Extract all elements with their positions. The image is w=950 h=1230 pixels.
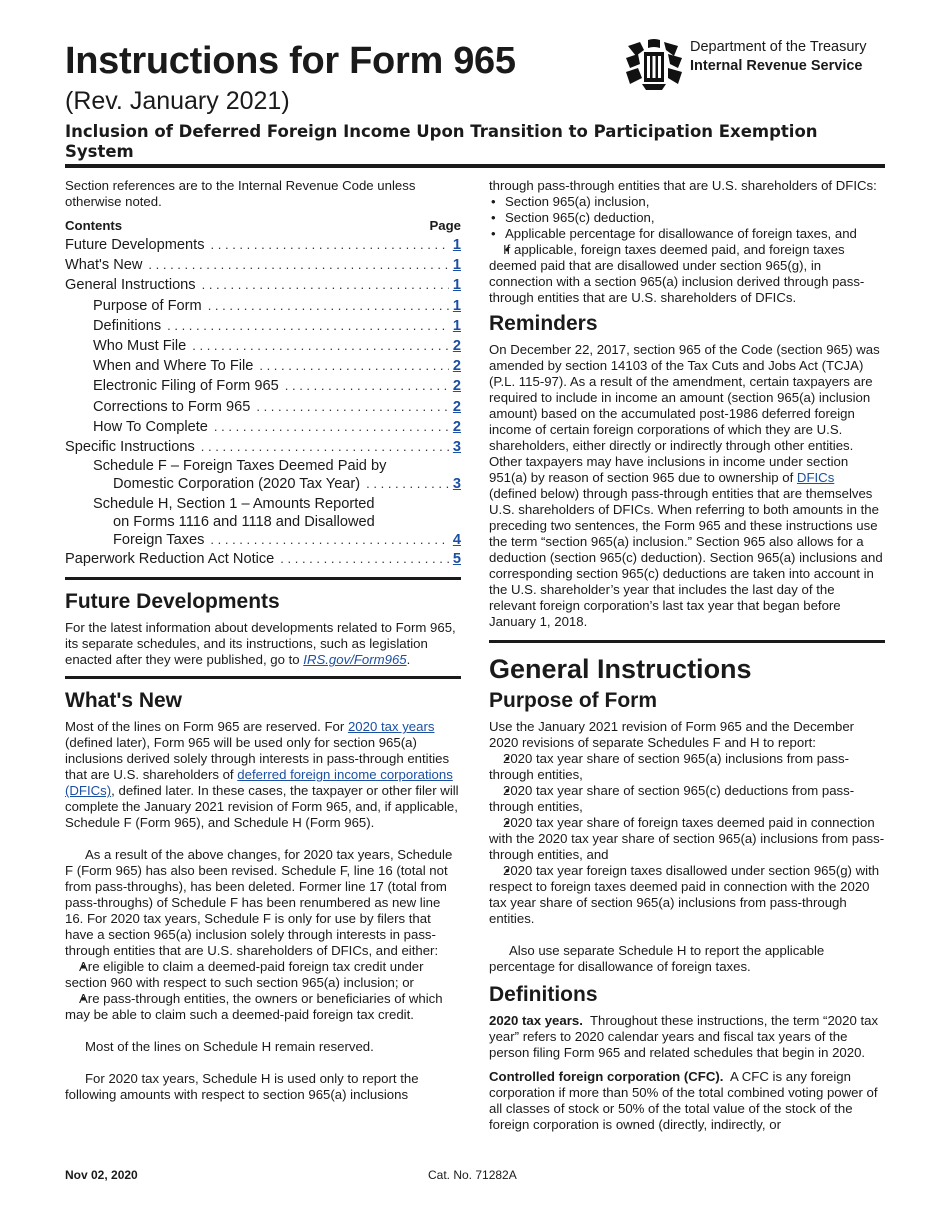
toc-item-label: Definitions [93,317,162,334]
intro-text: Section references are to the Internal Revenue Code unless otherwise noted. [65,178,416,209]
toc-item-label: Paperwork Reduction Act Notice [65,551,275,568]
list-item: • 2020 tax year foreign taxes disallowed under section 965(g) with respect to foreign taxes deemed paid in connection with the 2020 tax year share of section 965(a) inclusions from pass-through entities. [489,863,885,927]
toc-item-label: Schedule H, Section 1 – Amounts Reported [93,496,375,513]
toc-heading: Contents [65,218,123,233]
toc-item-label: Purpose of Form [93,297,202,314]
future-developments-text: For the latest information about developments related to Form 965, its separate schedules, and its instructions, such as legislation enacted after they were published, go to IRS.gov/Form965. [65,620,456,668]
definition-2020-tax-years: 2020 tax years. Throughout these instructions, the term “2020 tax year” refers to 2020 calendar years and fiscal tax years of the person filing Form 965 and related schedules that begin in 2020. [489,1013,879,1060]
purpose-intro: Use the January 2021 revision of Form 965 and the December 2020 revisions of separate Schedules F and H to report: [489,719,855,750]
toc-page-link[interactable]: 3 [452,476,461,493]
toc-item-label-cont: Domestic Corporation (2020 Tax Year) [113,476,361,493]
toc-item-label: Future Developments [65,237,205,253]
whats-new-p3: Most of the lines on Schedule H remain reserved. [85,1039,374,1055]
dfic-link[interactable]: deferred foreign income corporations (DFICs) [65,767,453,799]
toc-page-link[interactable]: 3 [452,439,461,456]
list-item: • Are pass-through entities, the owners or beneficiaries of which may be able to claim such a deemed-paid foreign tax credit. [65,991,461,1023]
section-rule [65,676,461,679]
toc-item-label: Electronic Filing of Form 965 [93,378,279,395]
toc-item-specific-instructions[interactable] [65,437,461,457]
toc-page-heading: Page [429,218,461,233]
toc-page-link[interactable]: 5 [452,551,461,568]
toc-item-label-cont: on Forms 1116 and 1118 and Disallowed [113,514,375,531]
purpose-heading: Purpose of Form [489,689,658,712]
list-item: • 2020 tax year share of section 965(c) deductions from pass-through entities, [489,783,885,815]
list-item: • 2020 tax year share of section 965(a) inclusions from pass-through entities, [489,751,885,783]
toc-item-corrections[interactable] [65,397,461,417]
list-item: • Section 965(a) inclusion, [489,194,885,210]
toc-item-label: What's New [65,257,143,274]
agency-department: Department of the Treasury [690,39,867,55]
irs-form965-link[interactable]: IRS.gov/Form965 [303,652,407,668]
definition-cfc: Controlled foreign corporation (CFC). A CFC is any foreign corporation if more than 50% of the total combined voting power of all classes of stock or 50% of the total value of the stock of the foreign corporation is owned (directly, indirectly, or [489,1069,878,1132]
footer-catalog-number: Cat. No. 71282A [428,1168,517,1182]
toc-item-general-instructions[interactable] [65,275,461,295]
whats-new-p4: For 2020 tax years, Schedule H is used only to report the following amounts with respect to section 965(a) inclusions [65,1071,419,1103]
left-column [65,178,461,1103]
purpose-also: Also use separate Schedule H to report the applicable percentage for disallowance of foreign taxes. [489,943,825,974]
section-rule [65,577,461,580]
list-item: • Are eligible to claim a deemed-paid foreign tax credit under section 960 with respect to such section 965(a) inclusion; or [65,959,461,991]
revision-date: (Rev. January 2021) [65,87,290,115]
toc-item-label: How To Complete [93,418,208,435]
list-item: • Applicable percentage for disallowance of foreign taxes, and [489,226,885,242]
toc-item-schedule-h[interactable] [65,495,461,549]
whats-new-p2: As a result of the above changes, for 2020 tax years, Schedule F (Form 965) has also been revised. Schedule F, line 16 (total not from pass-throughs), has been deleted. Former line 17 (total from pass-throughs) of Schedule F has been renumbered as new line 16. For 2020 tax years, Schedule F is only for use by filers that have a section 965(a) inclusion solely through interests in pass-through entities that are U.S. shareholders of DFICs, and either: [65,847,453,959]
tax-years-link[interactable]: 2020 tax years [347,719,435,735]
toc-item-label: When and Where To File [93,358,254,375]
toc-item-whats-new[interactable] [65,255,461,275]
toc-page-link[interactable]: 1 [452,237,461,253]
toc-page-link[interactable]: 1 [452,257,461,274]
toc-item-when-where-to-file[interactable] [65,356,461,376]
future-developments-heading: Future Developments [65,590,280,614]
toc-item-how-to-complete[interactable] [65,417,461,437]
toc-item-electronic-filing[interactable] [65,376,461,396]
header-rule [65,164,885,168]
toc-item-purpose-of-form[interactable] [65,296,461,316]
toc-item-paperwork-reduction[interactable] [65,549,461,569]
toc-item-who-must-file[interactable] [65,336,461,356]
toc-page-link[interactable]: 2 [452,338,461,355]
toc-item-definitions[interactable] [65,316,461,336]
list-item: • Section 965(c) deduction, [489,210,885,226]
list-item: • 2020 tax year share of foreign taxes deemed paid in connection with the 2020 tax year share of section 965(a) inclusions from pass-through entities, and [489,815,885,863]
whats-new-p1: Most of the lines on Form 965 are reserved. For 2020 tax years (defined later), Form 965 will be used only for section 965(a) inclusions derived solely through interests in pass-through entities that are U.S. shareholders of deferred foreign income corporations (DFICs), defined later. In these cases, the taxpayer or other filer will complete the January 2021 revision of Form 965, and, if applicable, Schedule F (Form 965), and Schedule H (Form 965). [65,719,459,831]
toc-header [65,218,461,234]
page-title: Instructions for Form 965 [65,40,516,82]
toc-item-label: Corrections to Form 965 [93,398,251,415]
toc-item-label: Schedule F – Foreign Taxes Deemed Paid by [93,458,387,475]
agency-irs: Internal Revenue Service [690,58,863,74]
agency-name [690,38,867,76]
agency-block [622,38,867,90]
treasury-eagle-logo-icon [622,38,686,90]
toc-page-link[interactable]: 1 [452,317,461,334]
toc-item-label: Who Must File [93,338,187,355]
toc-item-label-cont: Foreign Taxes [113,532,205,549]
whats-new-heading: What's New [65,689,183,713]
toc-item-label: Specific Instructions [65,439,195,456]
definitions-heading: Definitions [489,983,598,1006]
toc-page-link[interactable]: 4 [452,532,461,549]
right-column [489,178,885,1133]
toc-page-link[interactable]: 2 [452,358,461,375]
section-rule [489,640,885,643]
toc-page-link[interactable]: 2 [452,398,461,415]
page-subtitle: Inclusion of Deferred Foreign Income Upon Transition to Participation Exemption System [65,122,818,161]
toc-item-future-developments[interactable] [65,235,461,255]
general-instructions-heading: General Instructions [489,654,752,684]
reminders-text: On December 22, 2017, section 965 of the Code (section 965) was amended by section 14103 of the Tax Cuts and Jobs Act (TCJA) (P.L. 115-97). As a result of the amendment, certain taxpayers are required to include in income an amount (section 965(a) inclusion amount) based on the accumulated post-1986 deferred foreign income of certain foreign corporations of which they are U.S. shareholders, either directly or indirectly through other entities. Other taxpayers may have inclusions in income under section 951(a) by reason of section 965 due to ownership of DFICs (defined below) through pass-through entities that are themselves U.S. shareholders of DFICs. When referring to both amounts in the preceding two sentences, the Form 965 and these instructions use the term “section 965(a) inclusion.” Section 965 also allows for a deduction (section 965(c) deduction). Section 965(a) inclusions and corresponding section 965(c) deductions are taken into account in the U.S. shareholder’s year that includes the last day of the relevant foreign corporation’s last tax year that began before January 1, 2018. [489,342,883,629]
dfics-link[interactable]: DFICs [796,470,835,485]
toc-page-link[interactable]: 1 [452,277,461,294]
toc-item-schedule-f[interactable] [65,457,461,493]
toc-page-link[interactable]: 1 [452,297,461,314]
continued-text: through pass-through entities that are U.S. shareholders of DFICs: [489,178,877,193]
list-item: • If applicable, foreign taxes deemed paid, and foreign taxes deemed paid that are disallowed under section 965(g), in connection with a section 965(a) inclusion derived through pass-through entities that are U.S. shareholders of DFICs. [489,242,885,306]
reminders-heading: Reminders [489,312,598,335]
toc-page-link[interactable]: 2 [452,418,461,435]
toc-item-label: General Instructions [65,277,196,294]
footer-date: Nov 02, 2020 [65,1168,138,1182]
toc-page-link[interactable]: 2 [452,378,461,395]
